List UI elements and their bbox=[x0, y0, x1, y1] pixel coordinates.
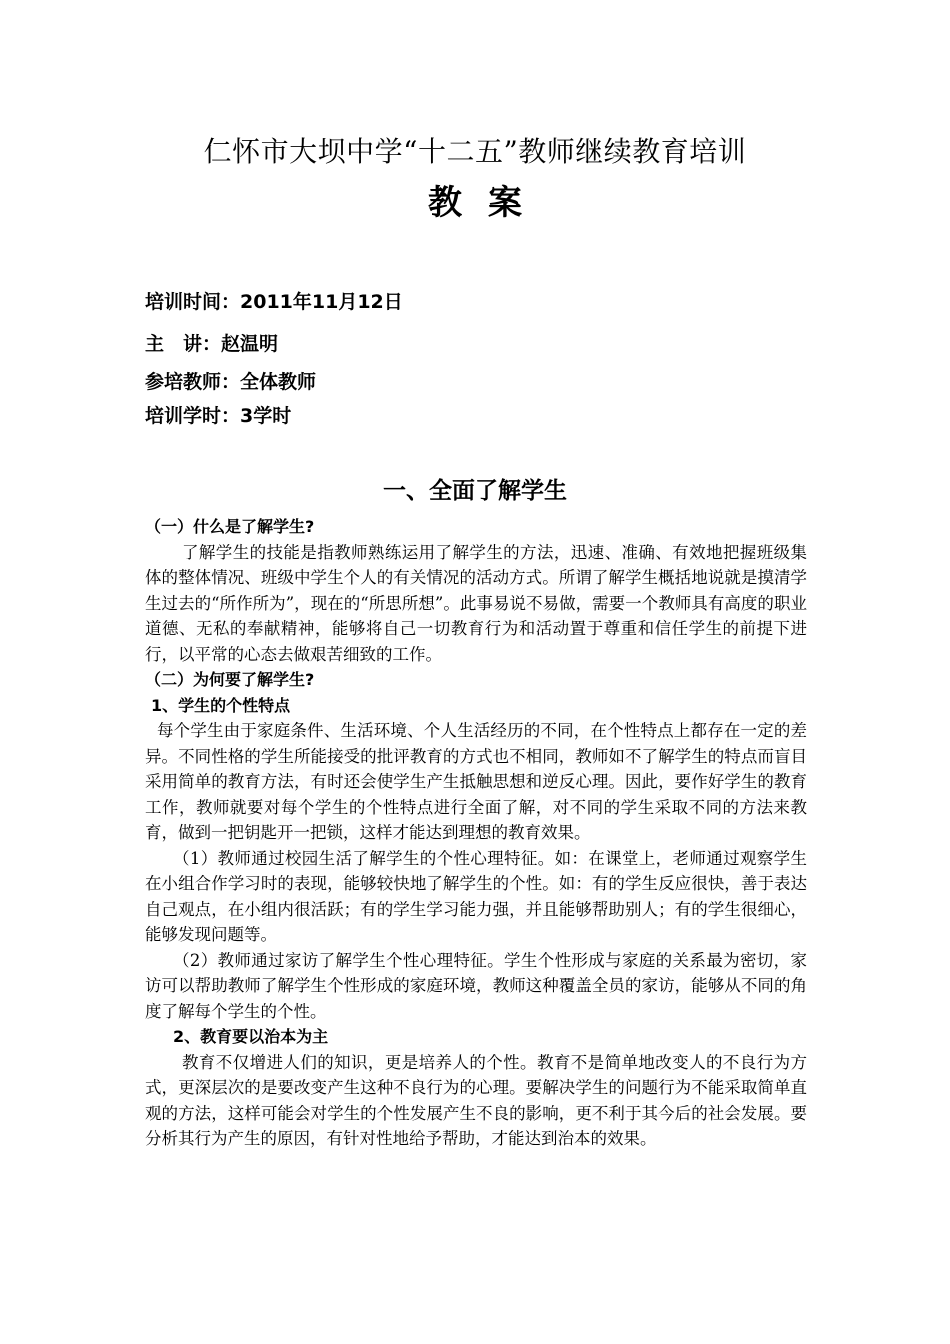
speaker: 主 讲：赵温明 bbox=[145, 333, 279, 355]
training-time: 培训时间：2011年11月12日 bbox=[145, 291, 403, 313]
training-hours: 培训学时：3学时 bbox=[145, 405, 292, 427]
paragraph-home-visit: （2）教师通过家访了解学生个性心理特征。学生个性形成与家庭的关系最为密切，家访可以帮助教师了解学生个性形成的家庭环境，教师这种覆盖全员的家访，能够从不同的角度了解每个学生的个性。 bbox=[145, 950, 807, 1021]
paragraph-campus-life: （1）教师通过校园生活了解学生的个性心理特征。如：在课堂上，老师通过观察学生在小组合作学习时的表现，能够较快地了解学生的个性。如：有的学生反应很快，善于表达自己观点，在小组内很活跃；有的学生学习能力强，并且能够帮助别人；有的学生很细心，能够发现问题等。 bbox=[145, 848, 807, 944]
subheading-why: （二）为何要了解学生? bbox=[145, 670, 315, 689]
section-heading: 一、全面了解学生 bbox=[383, 478, 567, 504]
subheading-what: （一）什么是了解学生? bbox=[145, 517, 315, 536]
subheading-root-cause: 2、教育要以治本为主 bbox=[173, 1027, 329, 1046]
paragraph-personality: 每个学生由于家庭条件、生活环境、个人生活经历的不同，在个性特点上都存在一定的差异。不同性格的学生所能接受的批评教育的方式也不相同，教师如不了解学生的特点而盲目采用简单的教育方法，有时还会使学生产生抵触思想和逆反心理。因此，要作好学生的教育工作，教师就要对每个学生的个性特点进行全面了解，对不同的学生采取不同的方法来教育，做到一把钥匙开一把锁，这样才能达到理想的教育效果。 bbox=[145, 721, 807, 842]
document-body bbox=[145, 514, 807, 1152]
paragraph-definition: 了解学生的技能是指教师熟练运用了解学生的方法，迅速、准确、有效地把握班级集体的整体情况、班级中学生个人的有关情况的活动方式。所谓了解学生概括地说就是摸清学生过去的“所作所为”，现在的“所思所想”。此事易说不易做，需要一个教师具有高度的职业道德、无私的奉献精神，能够将自己一切教育行为和活动置于尊重和信任学生的前提下进行，以平常的心态去做艰苦细致的工作。 bbox=[145, 542, 807, 664]
paragraph-root-cause: 教育不仅增进人们的知识，更是培养人的个性。教育不是简单地改变人的不良行为方式，更深层次的是要改变产生这种不良行为的心理。要解决学生的问题行为不能采取简单直观的方法，这样可能会对学生的个性发展产生不良的影响，更不利于其今后的社会发展。要分析其行为产生的原因，有针对性地给予帮助，才能达到治本的效果。 bbox=[145, 1052, 807, 1148]
document-title: 仁怀市大坝中学“十二五”教师继续教育培训 bbox=[203, 135, 747, 168]
participants: 参培教师：全体教师 bbox=[145, 371, 317, 393]
subheading-personality: 1、学生的个性特点 bbox=[151, 695, 291, 715]
document-subtitle: 教案 bbox=[428, 183, 548, 223]
